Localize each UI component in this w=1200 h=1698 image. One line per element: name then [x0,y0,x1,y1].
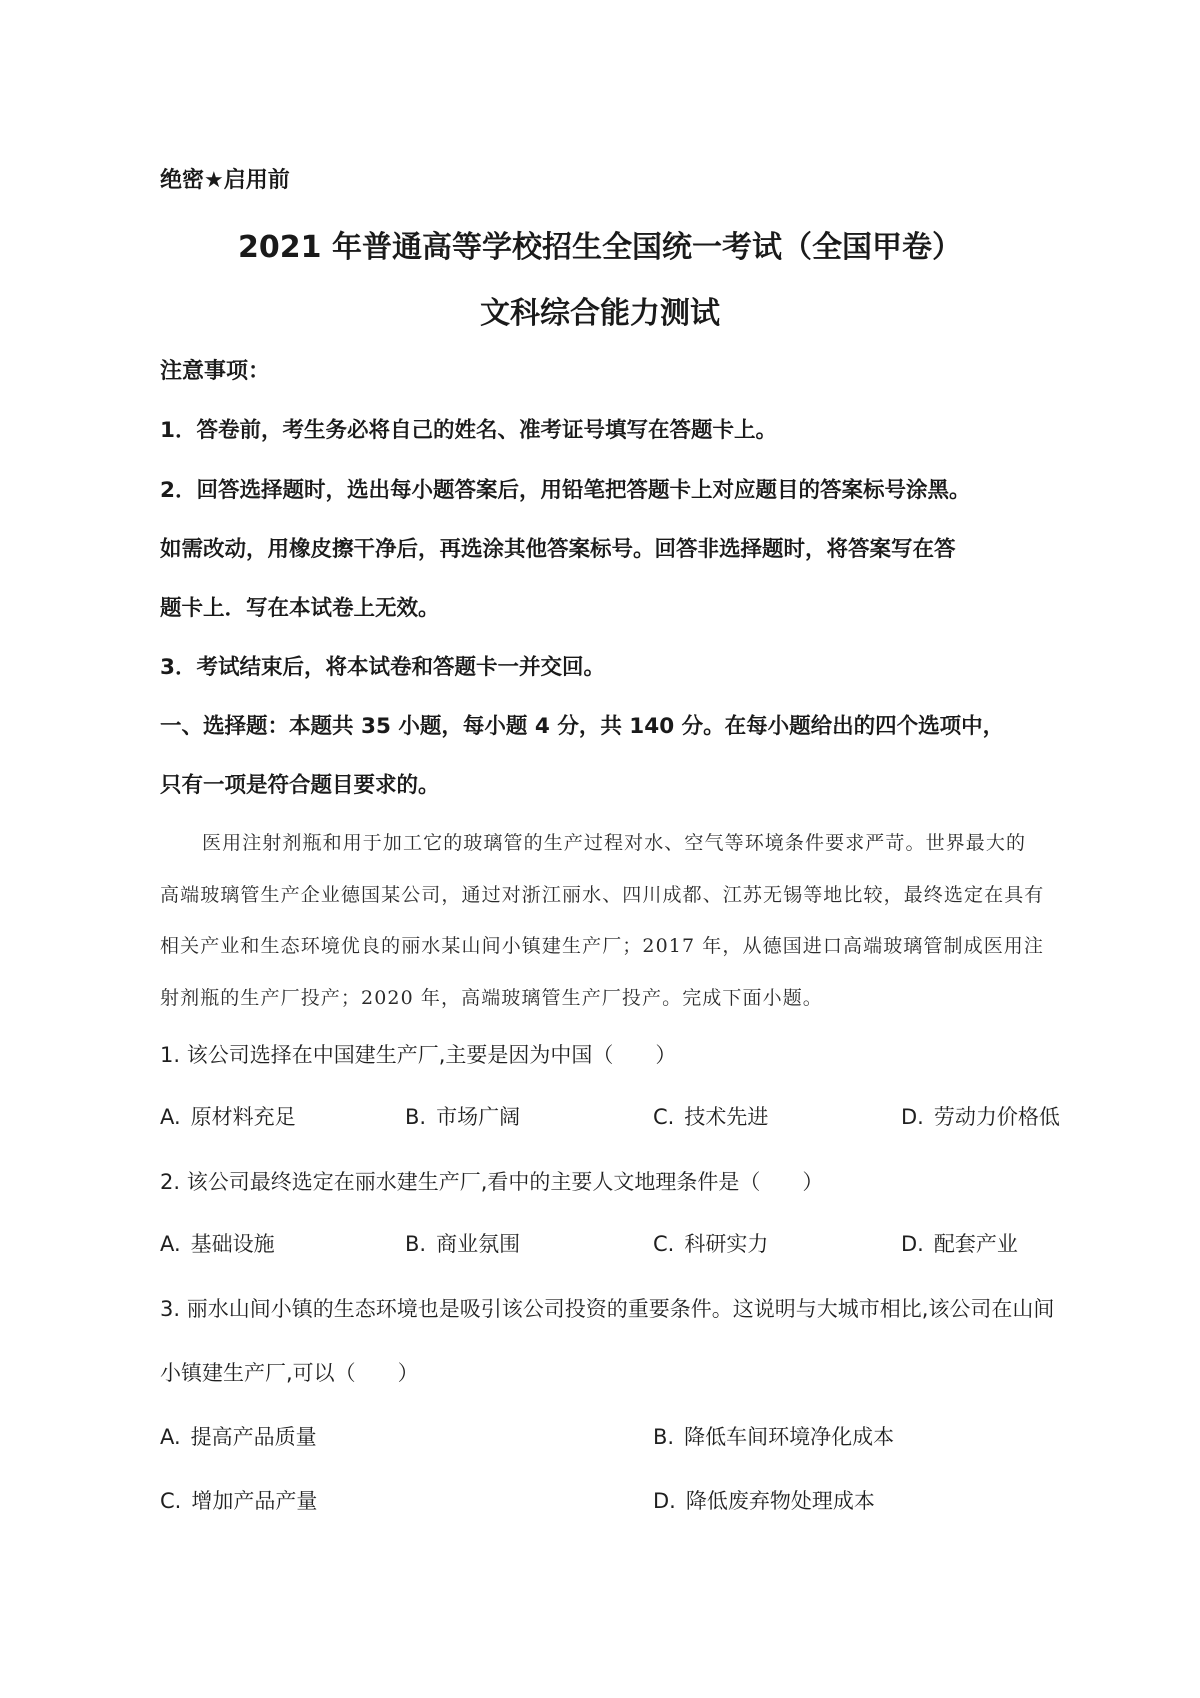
question-1-option-d[interactable] [901,1101,1060,1131]
question-3-option-b[interactable] [653,1421,894,1451]
question-1-option-a[interactable] [160,1101,296,1131]
exam-title: 2021 年普通高等学校招生全国统一考试（全国甲卷） [238,230,962,265]
question-3-option-c[interactable] [160,1485,317,1515]
passage-line-4: 射剂瓶的生产厂投产；2020 年，高端玻璃管生产厂投产。完成下面小题。 [160,987,823,1009]
question-1-option-c[interactable] [653,1101,768,1131]
option-letter: B. [405,1232,427,1256]
option-letter: C. [160,1489,182,1513]
option-letter: A. [160,1425,181,1449]
option-text: 配套产业 [933,1232,1018,1256]
question-2-option-d[interactable] [901,1228,1018,1258]
option-text: 降低车间环境净化成本 [684,1425,895,1449]
notice-item-2-line-1: 2．回答选择题时，选出每小题答案后，用铅笔把答题卡上对应题目的答案标号涂黑。 [160,478,971,503]
secret-mark: 绝密★启用前 [160,168,290,193]
option-letter: D. [653,1489,676,1513]
question-2-stem: 2. 该公司最终选定在丽水建生产厂,看中的主要人文地理条件是（ ） [160,1170,824,1194]
notice-item-2-line-2: 如需改动，用橡皮擦干净后，再选涂其他答案标号。回答非选择题时，将答案写在答 [160,537,956,562]
question-2-option-a[interactable] [160,1228,275,1258]
exam-subtitle: 文科综合能力测试 [480,296,720,331]
question-3-stem-line-2: 小镇建生产厂,可以（ ） [160,1361,419,1385]
question-3-option-a[interactable] [160,1421,317,1451]
question-3-stem-line-1: 3. 丽水山间小镇的生态环境也是吸引该公司投资的重要条件。这说明与大城市相比,该公司在山间 [160,1297,1055,1321]
option-letter: A. [160,1232,181,1256]
passage-line-2: 高端玻璃管生产企业德国某公司，通过对浙江丽水、四川成都、江苏无锡等地比较，最终选定在具有 [160,884,1045,906]
passage-line-3: 相关产业和生态环境优良的丽水某山间小镇建生产厂；2017 年，从德国进口高端玻璃管制成医用注 [160,935,1044,957]
question-3-option-d[interactable] [653,1485,875,1515]
option-text: 增加产品产量 [191,1489,318,1513]
question-1-option-b[interactable] [405,1101,520,1131]
section-instructions-line-1: 一、选择题：本题共 35 小题，每小题 4 分，共 140 分。在每小题给出的四个选项中， [160,714,1005,739]
option-letter: D. [901,1105,924,1129]
notice-item-1: 1．答卷前，考生务必将自己的姓名、准考证号填写在答题卡上。 [160,418,777,443]
question-2-option-b[interactable] [405,1228,520,1258]
option-text: 降低废弃物处理成本 [685,1489,875,1513]
option-letter: B. [405,1105,427,1129]
section-instructions-line-2: 只有一项是符合题目要求的。 [160,773,440,798]
option-letter: C. [653,1232,675,1256]
option-text: 市场广阔 [436,1105,521,1129]
option-text: 提高产品质量 [190,1425,317,1449]
option-text: 原材料充足 [190,1105,296,1129]
notice-item-3: 3．考试结束后，将本试卷和答题卡一并交回。 [160,655,605,680]
option-letter: C. [653,1105,675,1129]
option-text: 科研实力 [684,1232,769,1256]
question-1-stem: 1. 该公司选择在中国建生产厂,主要是因为中国（ ） [160,1043,677,1067]
option-text: 商业氛围 [436,1232,521,1256]
notice-item-2-line-3: 题卡上．写在本试卷上无效。 [160,596,440,621]
notice-heading: 注意事项： [160,359,271,384]
option-text: 技术先进 [684,1105,769,1129]
option-text: 基础设施 [190,1232,275,1256]
option-text: 劳动力价格低 [933,1105,1060,1129]
option-letter: A. [160,1105,181,1129]
passage-line-1: 医用注射剂瓶和用于加工它的玻璃管的生产过程对水、空气等环境条件要求严苛。世界最大的 [202,832,1027,854]
option-letter: D. [901,1232,924,1256]
option-letter: B. [653,1425,675,1449]
question-2-option-c[interactable] [653,1228,768,1258]
